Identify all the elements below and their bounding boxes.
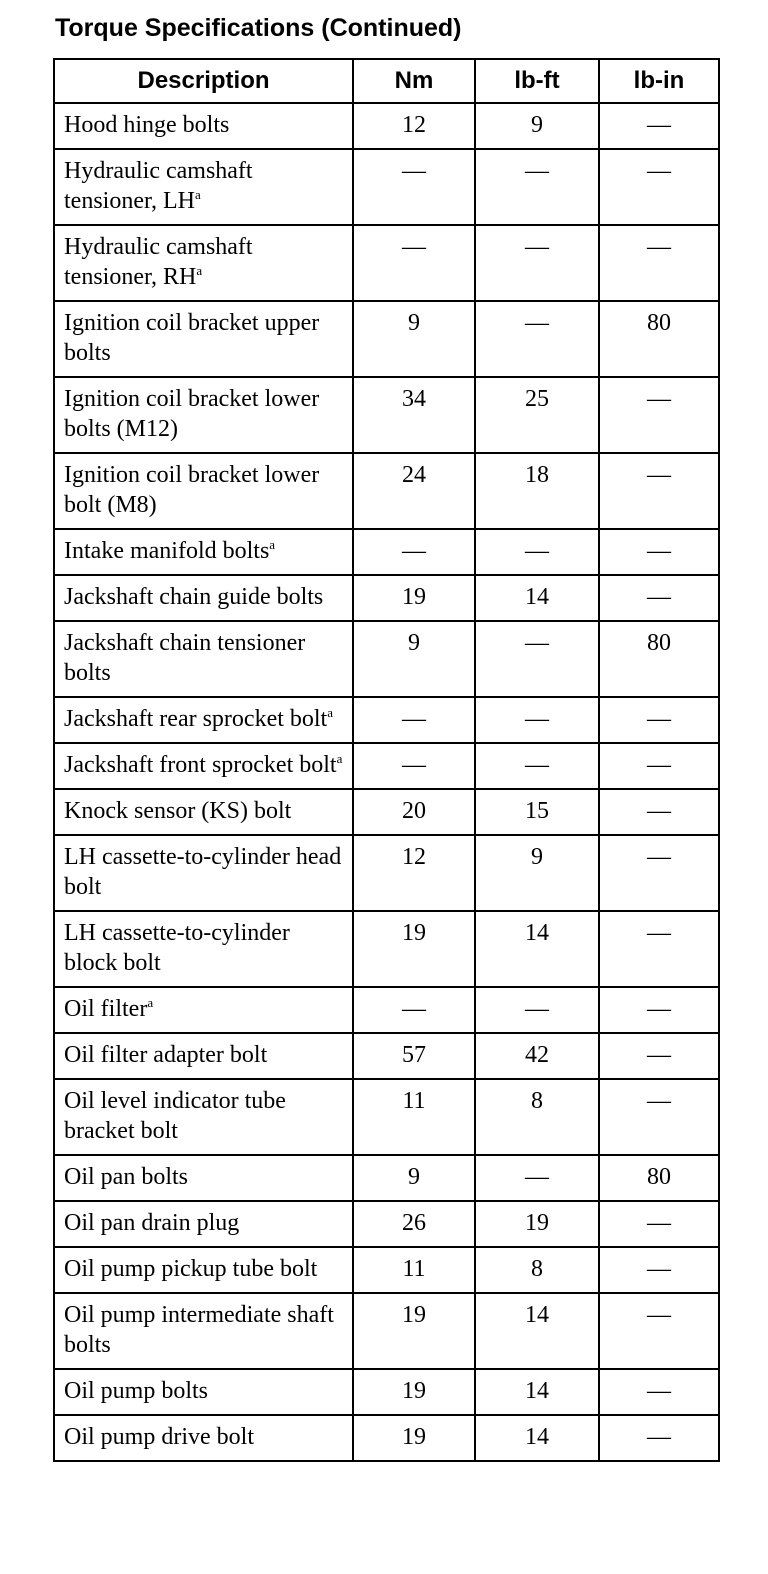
- lb-in-value-cell: —: [599, 789, 719, 835]
- description-text: Ignition coil bracket upper bolts: [64, 310, 320, 366]
- description-cell: [54, 103, 353, 149]
- lb-in-value-cell: —: [599, 529, 719, 575]
- lb-ft-value-cell: 8: [475, 1079, 599, 1155]
- column-header-description: Description: [54, 59, 353, 103]
- description-cell: [54, 697, 353, 743]
- description-text: Jackshaft chain guide bolts: [64, 584, 324, 610]
- nm-value-cell: 9: [353, 621, 475, 697]
- footnote-marker: a: [196, 263, 203, 278]
- lb-ft-value-cell: 14: [475, 1369, 599, 1415]
- nm-value-cell: 11: [353, 1079, 475, 1155]
- table-row: [54, 1033, 719, 1079]
- table-row: [54, 743, 719, 789]
- page-title: Torque Specifications (Continued): [55, 14, 462, 42]
- lb-ft-value-cell: 19: [475, 1201, 599, 1247]
- lb-ft-value-cell: 25: [475, 377, 599, 453]
- nm-value-cell: 19: [353, 911, 475, 987]
- description-text: Oil pump pickup tube bolt: [64, 1256, 318, 1282]
- description-cell: [54, 529, 353, 575]
- nm-value-cell: 9: [353, 1155, 475, 1201]
- description-cell: [54, 301, 353, 377]
- description-cell: [54, 1079, 353, 1155]
- table-row: [54, 1247, 719, 1293]
- description-cell: [54, 835, 353, 911]
- lb-ft-value-cell: —: [475, 149, 599, 225]
- nm-value-cell: —: [353, 529, 475, 575]
- description-cell: [54, 1201, 353, 1247]
- description-cell: [54, 1155, 353, 1201]
- lb-ft-value-cell: —: [475, 529, 599, 575]
- lb-in-value-cell: —: [599, 575, 719, 621]
- nm-value-cell: 19: [353, 1369, 475, 1415]
- column-header-lb-ft: lb-ft: [475, 59, 599, 103]
- description-cell: [54, 789, 353, 835]
- lb-ft-value-cell: 8: [475, 1247, 599, 1293]
- description-text: Hydraulic camshaft tensioner, LH: [64, 158, 253, 214]
- nm-value-cell: —: [353, 149, 475, 225]
- description-text: Oil pump intermediate shaft bolts: [64, 1302, 334, 1358]
- nm-value-cell: 19: [353, 1293, 475, 1369]
- table-row: [54, 453, 719, 529]
- lb-in-value-cell: —: [599, 1033, 719, 1079]
- nm-value-cell: 19: [353, 1415, 475, 1461]
- description-cell: [54, 1415, 353, 1461]
- torque-spec-table: [53, 58, 720, 1462]
- description-text: Oil filter adapter bolt: [64, 1042, 268, 1068]
- lb-ft-value-cell: 9: [475, 103, 599, 149]
- description-cell: [54, 1293, 353, 1369]
- description-text: Oil pump bolts: [64, 1378, 209, 1404]
- lb-in-value-cell: —: [599, 911, 719, 987]
- nm-value-cell: 34: [353, 377, 475, 453]
- table-row: [54, 377, 719, 453]
- footnote-marker: a: [336, 751, 343, 766]
- description-cell: [54, 1033, 353, 1079]
- nm-value-cell: 20: [353, 789, 475, 835]
- footnote-marker: a: [327, 705, 334, 720]
- table-row: [54, 835, 719, 911]
- table-row: [54, 1415, 719, 1461]
- lb-in-value-cell: —: [599, 835, 719, 911]
- description-cell: [54, 1369, 353, 1415]
- description-text: LH cassette-to-cylinder block bolt: [64, 920, 290, 976]
- lb-ft-value-cell: —: [475, 743, 599, 789]
- nm-value-cell: 12: [353, 835, 475, 911]
- lb-in-value-cell: 80: [599, 1155, 719, 1201]
- nm-value-cell: —: [353, 225, 475, 301]
- lb-in-value-cell: —: [599, 149, 719, 225]
- description-text: Intake manifold bolts: [64, 538, 270, 564]
- lb-ft-value-cell: —: [475, 621, 599, 697]
- lb-ft-value-cell: 9: [475, 835, 599, 911]
- nm-value-cell: 9: [353, 301, 475, 377]
- lb-in-value-cell: —: [599, 103, 719, 149]
- lb-in-value-cell: —: [599, 225, 719, 301]
- table-row: [54, 987, 719, 1033]
- lb-in-value-cell: —: [599, 1415, 719, 1461]
- lb-in-value-cell: —: [599, 1293, 719, 1369]
- table-row: [54, 1369, 719, 1415]
- table-row: [54, 789, 719, 835]
- nm-value-cell: —: [353, 743, 475, 789]
- table-row: [54, 149, 719, 225]
- table-row: [54, 1079, 719, 1155]
- table-body: [54, 103, 719, 1461]
- lb-in-value-cell: —: [599, 377, 719, 453]
- table-row: [54, 697, 719, 743]
- description-cell: [54, 453, 353, 529]
- nm-value-cell: 24: [353, 453, 475, 529]
- lb-in-value-cell: —: [599, 453, 719, 529]
- nm-value-cell: 11: [353, 1247, 475, 1293]
- table-row: [54, 621, 719, 697]
- lb-in-value-cell: —: [599, 1201, 719, 1247]
- lb-ft-value-cell: 14: [475, 575, 599, 621]
- table-row: [54, 911, 719, 987]
- nm-value-cell: 26: [353, 1201, 475, 1247]
- lb-in-value-cell: —: [599, 1369, 719, 1415]
- description-cell: [54, 743, 353, 789]
- lb-in-value-cell: —: [599, 743, 719, 789]
- lb-ft-value-cell: 14: [475, 1293, 599, 1369]
- lb-ft-value-cell: —: [475, 225, 599, 301]
- description-text: Ignition coil bracket lower bolt (M8): [64, 462, 320, 518]
- lb-in-value-cell: 80: [599, 621, 719, 697]
- description-cell: [54, 575, 353, 621]
- column-header-nm: Nm: [353, 59, 475, 103]
- lb-in-value-cell: —: [599, 697, 719, 743]
- description-cell: [54, 911, 353, 987]
- lb-ft-value-cell: —: [475, 697, 599, 743]
- description-cell: [54, 149, 353, 225]
- lb-ft-value-cell: —: [475, 987, 599, 1033]
- table-row: [54, 529, 719, 575]
- lb-in-value-cell: 80: [599, 301, 719, 377]
- lb-in-value-cell: —: [599, 1247, 719, 1293]
- nm-value-cell: 12: [353, 103, 475, 149]
- description-cell: [54, 987, 353, 1033]
- description-text: Oil filter: [64, 996, 148, 1022]
- table-row: [54, 301, 719, 377]
- description-cell: [54, 1247, 353, 1293]
- column-header-lb-in: lb-in: [599, 59, 719, 103]
- nm-value-cell: —: [353, 987, 475, 1033]
- description-text: Jackshaft front sprocket bolt: [64, 752, 337, 778]
- table-row: [54, 103, 719, 149]
- footnote-marker: a: [147, 995, 154, 1010]
- table-row: [54, 1201, 719, 1247]
- description-cell: [54, 377, 353, 453]
- description-text: Jackshaft chain tensioner bolts: [64, 630, 306, 686]
- nm-value-cell: 19: [353, 575, 475, 621]
- nm-value-cell: —: [353, 697, 475, 743]
- lb-ft-value-cell: 14: [475, 911, 599, 987]
- table-header-row: [54, 59, 719, 103]
- description-text: Oil pump drive bolt: [64, 1424, 254, 1450]
- description-text: Knock sensor (KS) bolt: [64, 798, 292, 824]
- footnote-marker: a: [269, 537, 276, 552]
- description-text: Hydraulic camshaft tensioner, RH: [64, 234, 253, 290]
- footnote-marker: a: [195, 187, 201, 202]
- description-text: LH cassette-to-cylinder head bolt: [64, 844, 342, 900]
- description-text: Hood hinge bolts: [64, 112, 230, 138]
- table-row: [54, 1155, 719, 1201]
- nm-value-cell: 57: [353, 1033, 475, 1079]
- description-text: Oil pan drain plug: [64, 1210, 240, 1236]
- description-text: Jackshaft rear sprocket bolt: [64, 706, 328, 732]
- lb-in-value-cell: —: [599, 1079, 719, 1155]
- lb-ft-value-cell: —: [475, 301, 599, 377]
- lb-in-value-cell: —: [599, 987, 719, 1033]
- lb-ft-value-cell: 18: [475, 453, 599, 529]
- lb-ft-value-cell: 42: [475, 1033, 599, 1079]
- description-cell: [54, 225, 353, 301]
- table-row: [54, 225, 719, 301]
- lb-ft-value-cell: 15: [475, 789, 599, 835]
- lb-ft-value-cell: —: [475, 1155, 599, 1201]
- description-cell: [54, 621, 353, 697]
- table-row: [54, 1293, 719, 1369]
- description-text: Oil pan bolts: [64, 1164, 188, 1190]
- description-text: Ignition coil bracket lower bolts (M12): [64, 386, 320, 442]
- lb-ft-value-cell: 14: [475, 1415, 599, 1461]
- description-text: Oil level indicator tube bracket bolt: [64, 1088, 286, 1144]
- table-row: [54, 575, 719, 621]
